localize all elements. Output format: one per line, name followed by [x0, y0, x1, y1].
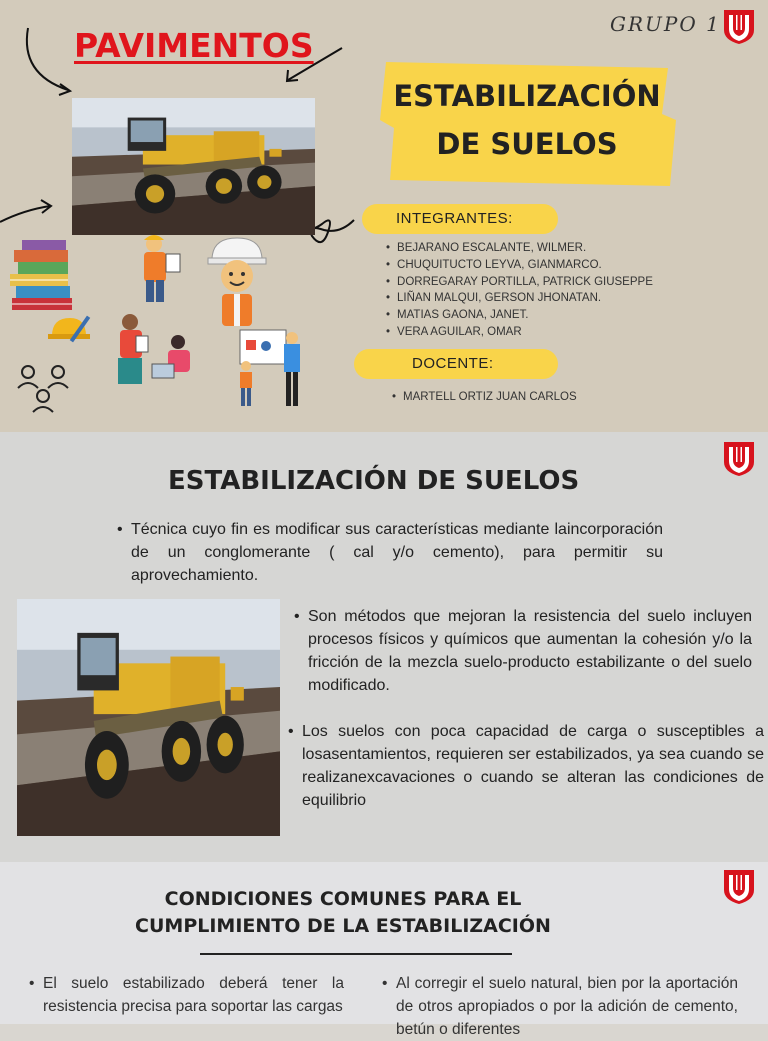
ucv-logo-icon: [724, 442, 754, 476]
course-title: PAVIMENTOS: [74, 26, 314, 65]
paragraph-definition: • Técnica cuyo fin es modificar sus características mediante laincorporación de un conglomerante ( cal y/o cemento), para permitir su aprovechamiento.: [117, 521, 663, 584]
main-title-line1: ESTABILIZACIÓN: [393, 79, 661, 113]
grader-photo: [72, 98, 315, 235]
list-item: • BEJARANO ESCALANTE, WILMER.: [386, 240, 653, 257]
paragraph-text: Técnica cuyo fin es modificar sus características mediante laincorporación de un conglomerante ( cal y/o cemento), para permitir su aprovechamiento.: [131, 521, 663, 584]
list-item: • VERA AGUILAR, OMAR: [386, 324, 653, 341]
hard-hat-tools-icon: [48, 312, 94, 346]
list-item: • CHUQUITUCTO LEYVA, GIANMARCO.: [386, 257, 653, 274]
docente-name: • MARTELL ORTIZ JUAN CARLOS: [392, 391, 577, 403]
docente-label: DOCENTE:: [412, 355, 494, 372]
paragraph-soils: • Los suelos con poca capacidad de carga o susceptibles a losasentamientos, requieren ser estabilizados, ya sea cuando se realizanexcavaciones o cuando se alteran las condiciones de equilibrio: [288, 723, 764, 809]
teacher-board-icon: [230, 326, 306, 410]
paragraph-text: Los suelos con poca capacidad de carga o susceptibles a losasentamientos, requieren ser estabilizados, ya sea cuando se realizanexcavaciones o cuando se alteran las condiciones de equilibrio: [302, 723, 764, 809]
team-icon: [14, 362, 72, 416]
paragraph-text: El suelo estabilizado deberá tener la resistencia precisa para soportar las cargas: [43, 975, 344, 1015]
engineer-child-icon: [206, 236, 268, 328]
cover-slide: [0, 0, 768, 432]
integrantes-label: INTEGRANTES:: [396, 210, 513, 227]
arrow-icon: [18, 26, 80, 98]
title-underline: [200, 953, 512, 955]
main-title: [378, 72, 676, 168]
paragraph-text: Son métodos que mejoran la resistencia del suelo incluyen procesos físicos y químicos que aumentan la cohesión y/o la fricción de la mezcla suelo-producto estabilizante o del suelo modificado.: [308, 608, 752, 694]
list-item: • LIÑAN MALQUI, GERSON JHONATAN.: [386, 290, 653, 307]
books-icon: [8, 240, 76, 316]
students-icon: [100, 312, 200, 388]
main-title-line2: DE SUELOS: [436, 127, 618, 161]
group-label: GRUPO 1: [610, 12, 721, 36]
definition-slide: [0, 432, 768, 862]
conditions-slide: [0, 862, 768, 1038]
section-title: ESTABILIZACIÓN DE SUELOS: [168, 466, 580, 496]
paragraph-left: • El suelo estabilizado deberá tener la resistencia precisa para soportar las cargas: [29, 975, 344, 1015]
paragraph-methods: • Son métodos que mejoran la resistencia del suelo incluyen procesos físicos y químicos que aumentan la cohesión y/o la fricción de la mezcla suelo-producto estabilizante o del suelo modificado.: [294, 608, 752, 694]
section-title: CONDICIONES COMUNES PARA EL CUMPLIMIENTO DE LA ESTABILIZACIÓN: [135, 888, 551, 937]
list-item: • DORREGARAY PORTILLA, PATRICK GIUSEPPE: [386, 274, 653, 291]
paragraph-text: Al corregir el suelo natural, bien por la aportación de otros apropiados o por la adición de cemento, betún o diferentes: [396, 975, 738, 1038]
arrow-icon: [0, 196, 56, 226]
arrow-icon: [282, 44, 344, 86]
grader-photo: [17, 599, 280, 836]
ucv-logo-icon: [724, 10, 754, 44]
list-item: • MATIAS GAONA, JANET.: [386, 307, 653, 324]
members-list: [386, 240, 653, 341]
surveyor-icon: [130, 232, 186, 304]
ucv-logo-icon: [724, 870, 754, 904]
paragraph-right: • Al corregir el suelo natural, bien por la aportación de otros apropiados o por la adición de cemento, betún o diferentes: [382, 975, 738, 1038]
